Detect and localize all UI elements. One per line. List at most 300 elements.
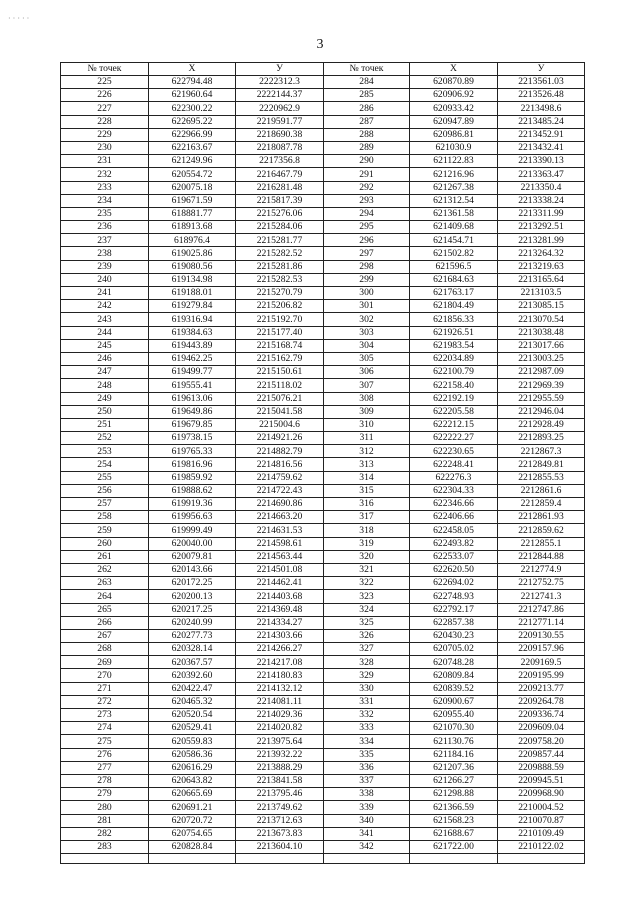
y-cell: 2214921.26 <box>236 432 324 445</box>
x-cell: 620520.54 <box>149 709 236 722</box>
table-row <box>61 273 585 286</box>
table-row <box>61 550 585 563</box>
x-cell: 621856.33 <box>410 313 498 326</box>
y-cell: 2210004.52 <box>498 801 585 814</box>
table-row <box>61 366 585 379</box>
point-number-cell: 226 <box>61 89 149 102</box>
point-number-cell: 335 <box>324 748 410 761</box>
point-number-cell: 321 <box>324 563 410 576</box>
table-row <box>61 141 585 154</box>
table-row <box>61 774 585 787</box>
x-cell: 620172.25 <box>149 577 236 590</box>
table-row <box>61 458 585 471</box>
y-cell: 2222312.3 <box>236 76 324 89</box>
point-number-cell: 295 <box>324 221 410 234</box>
point-number-cell: 292 <box>324 181 410 194</box>
x-cell: 620392.60 <box>149 669 236 682</box>
point-number-cell: 245 <box>61 339 149 352</box>
y-cell: 2212752.75 <box>498 577 585 590</box>
point-number-cell: 325 <box>324 616 410 629</box>
y-cell: 2214217.08 <box>236 656 324 669</box>
x-cell: 621122.83 <box>410 155 498 168</box>
point-number-cell: 282 <box>61 827 149 840</box>
y-cell: 2209130.55 <box>498 629 585 642</box>
y-cell: 2215270.79 <box>236 287 324 300</box>
x-cell: 618976.4 <box>149 234 236 247</box>
y-cell: 2214759.62 <box>236 471 324 484</box>
y-cell: 2210109.49 <box>498 827 585 840</box>
point-number-cell: 337 <box>324 774 410 787</box>
point-number-cell: 255 <box>61 471 149 484</box>
point-number-cell: 287 <box>324 115 410 128</box>
point-number-cell: 342 <box>324 840 410 853</box>
y-cell: 2213841.58 <box>236 774 324 787</box>
table-row <box>61 432 585 445</box>
empty-cell <box>149 854 236 864</box>
y-cell: 2220962.9 <box>236 102 324 115</box>
y-cell: 2212859.62 <box>498 524 585 537</box>
x-cell: 619134.98 <box>149 273 236 286</box>
x-cell: 620986.81 <box>410 128 498 141</box>
x-cell: 621184.16 <box>410 748 498 761</box>
x-cell: 620906.92 <box>410 89 498 102</box>
y-cell: 2214403.68 <box>236 590 324 603</box>
point-number-cell: 311 <box>324 432 410 445</box>
x-cell: 622222.27 <box>410 432 498 445</box>
y-cell: 2215282.52 <box>236 247 324 260</box>
header-point-number: № точек <box>61 63 149 76</box>
point-number-cell: 269 <box>61 656 149 669</box>
x-cell: 621216.96 <box>410 168 498 181</box>
table-row <box>61 89 585 102</box>
empty-cell <box>61 854 149 864</box>
scan-artifact: · · · · · <box>8 14 30 23</box>
y-cell: 2212859.4 <box>498 498 585 511</box>
point-number-cell: 267 <box>61 629 149 642</box>
point-number-cell: 289 <box>324 141 410 154</box>
point-number-cell: 251 <box>61 418 149 431</box>
y-cell: 2212747.86 <box>498 603 585 616</box>
x-cell: 621207.36 <box>410 761 498 774</box>
x-cell: 619316.94 <box>149 313 236 326</box>
y-cell: 2212861.93 <box>498 511 585 524</box>
x-cell: 619919.36 <box>149 498 236 511</box>
table-row <box>61 102 585 115</box>
x-cell: 621312.54 <box>410 194 498 207</box>
x-cell: 620040.00 <box>149 537 236 550</box>
table-row <box>61 194 585 207</box>
point-number-cell: 319 <box>324 537 410 550</box>
table-row <box>61 168 585 181</box>
point-number-cell: 260 <box>61 537 149 550</box>
table-row <box>61 695 585 708</box>
y-cell: 2213350.4 <box>498 181 585 194</box>
y-cell: 2209758.20 <box>498 735 585 748</box>
y-cell: 2210070.87 <box>498 814 585 827</box>
y-cell: 2212928.49 <box>498 418 585 431</box>
point-number-cell: 330 <box>324 682 410 695</box>
y-cell: 2213452.91 <box>498 128 585 141</box>
point-number-cell: 294 <box>324 207 410 220</box>
y-cell: 2214303.66 <box>236 629 324 642</box>
table-row <box>61 234 585 247</box>
point-number-cell: 272 <box>61 695 149 708</box>
x-cell: 622493.82 <box>410 537 498 550</box>
point-number-cell: 323 <box>324 590 410 603</box>
x-cell: 619816.96 <box>149 458 236 471</box>
x-cell: 620870.89 <box>410 76 498 89</box>
table-row <box>61 577 585 590</box>
table-row <box>61 709 585 722</box>
y-cell: 2213103.5 <box>498 287 585 300</box>
y-cell: 2213673.83 <box>236 827 324 840</box>
table-row <box>61 260 585 273</box>
x-cell: 621926.51 <box>410 326 498 339</box>
y-cell: 2214722.43 <box>236 484 324 497</box>
y-cell: 2215281.86 <box>236 260 324 273</box>
x-cell: 621070.30 <box>410 722 498 735</box>
point-number-cell: 333 <box>324 722 410 735</box>
point-number-cell: 315 <box>324 484 410 497</box>
header-point-number: № точек <box>324 63 410 76</box>
y-cell: 2212893.25 <box>498 432 585 445</box>
point-number-cell: 227 <box>61 102 149 115</box>
x-cell: 622034.89 <box>410 352 498 365</box>
y-cell: 2214631.53 <box>236 524 324 537</box>
y-cell: 2216467.79 <box>236 168 324 181</box>
y-cell: 2209264.78 <box>498 695 585 708</box>
x-cell: 620900.67 <box>410 695 498 708</box>
point-number-cell: 252 <box>61 432 149 445</box>
point-number-cell: 304 <box>324 339 410 352</box>
x-cell: 620748.28 <box>410 656 498 669</box>
point-number-cell: 286 <box>324 102 410 115</box>
x-cell: 621722.00 <box>410 840 498 853</box>
point-number-cell: 297 <box>324 247 410 260</box>
point-number-cell: 236 <box>61 221 149 234</box>
point-number-cell: 332 <box>324 709 410 722</box>
x-cell: 622792.17 <box>410 603 498 616</box>
y-cell: 2212861.6 <box>498 484 585 497</box>
y-cell: 2215168.74 <box>236 339 324 352</box>
y-cell: 2215150.61 <box>236 366 324 379</box>
point-number-cell: 339 <box>324 801 410 814</box>
y-cell: 2213975.64 <box>236 735 324 748</box>
table-row <box>61 339 585 352</box>
x-cell: 619443.89 <box>149 339 236 352</box>
y-cell: 2212969.39 <box>498 379 585 392</box>
table-row <box>61 590 585 603</box>
y-cell: 2212855.1 <box>498 537 585 550</box>
y-cell: 2213003.25 <box>498 352 585 365</box>
table-row <box>61 656 585 669</box>
point-number-cell: 257 <box>61 498 149 511</box>
x-cell: 622694.02 <box>410 577 498 590</box>
point-number-cell: 341 <box>324 827 410 840</box>
x-cell: 620616.29 <box>149 761 236 774</box>
y-cell: 2213498.6 <box>498 102 585 115</box>
point-number-cell: 288 <box>324 128 410 141</box>
point-number-cell: 316 <box>324 498 410 511</box>
point-number-cell: 242 <box>61 300 149 313</box>
x-cell: 620754.65 <box>149 827 236 840</box>
x-cell: 621030.9 <box>410 141 498 154</box>
x-cell: 619025.86 <box>149 247 236 260</box>
point-number-cell: 308 <box>324 392 410 405</box>
table-row <box>61 181 585 194</box>
x-cell: 619384.63 <box>149 326 236 339</box>
point-number-cell: 229 <box>61 128 149 141</box>
y-cell: 2212849.81 <box>498 458 585 471</box>
point-number-cell: 230 <box>61 141 149 154</box>
x-cell: 621684.63 <box>410 273 498 286</box>
point-number-cell: 274 <box>61 722 149 735</box>
point-number-cell: 265 <box>61 603 149 616</box>
table-row <box>61 392 585 405</box>
y-cell: 2214180.83 <box>236 669 324 682</box>
y-cell: 2209609.04 <box>498 722 585 735</box>
point-number-cell: 234 <box>61 194 149 207</box>
y-cell: 2218690.38 <box>236 128 324 141</box>
x-cell: 619765.33 <box>149 445 236 458</box>
y-cell: 2213338.24 <box>498 194 585 207</box>
x-cell: 619555.41 <box>149 379 236 392</box>
y-cell: 2209945.51 <box>498 774 585 787</box>
point-number-cell: 317 <box>324 511 410 524</box>
point-number-cell: 240 <box>61 273 149 286</box>
point-number-cell: 322 <box>324 577 410 590</box>
y-cell: 2212987.09 <box>498 366 585 379</box>
y-cell: 2213888.29 <box>236 761 324 774</box>
x-cell: 622406.66 <box>410 511 498 524</box>
point-number-cell: 338 <box>324 788 410 801</box>
y-cell: 2214663.20 <box>236 511 324 524</box>
y-cell: 2214501.08 <box>236 563 324 576</box>
point-number-cell: 277 <box>61 761 149 774</box>
y-cell: 2218087.78 <box>236 141 324 154</box>
point-number-cell: 285 <box>324 89 410 102</box>
x-cell: 620809.84 <box>410 669 498 682</box>
table-row <box>61 840 585 853</box>
header-x: X <box>149 63 236 76</box>
x-cell: 622458.05 <box>410 524 498 537</box>
table-row <box>61 313 585 326</box>
coordinates-table <box>60 62 585 864</box>
empty-cell <box>236 854 324 864</box>
x-cell: 620586.36 <box>149 748 236 761</box>
point-number-cell: 254 <box>61 458 149 471</box>
y-cell: 2212867.3 <box>498 445 585 458</box>
table-empty-row <box>61 854 585 864</box>
y-cell: 2214690.86 <box>236 498 324 511</box>
x-cell: 620200.13 <box>149 590 236 603</box>
x-cell: 620691.21 <box>149 801 236 814</box>
empty-cell <box>324 854 410 864</box>
x-cell: 619279.84 <box>149 300 236 313</box>
table-row <box>61 484 585 497</box>
x-cell: 622857.38 <box>410 616 498 629</box>
point-number-cell: 250 <box>61 405 149 418</box>
table-row <box>61 827 585 840</box>
y-cell: 2215076.21 <box>236 392 324 405</box>
y-cell: 2213712.63 <box>236 814 324 827</box>
page-number: 3 <box>316 37 324 52</box>
x-cell: 621249.96 <box>149 155 236 168</box>
table-row <box>61 287 585 300</box>
x-cell: 621266.27 <box>410 774 498 787</box>
x-cell: 619649.86 <box>149 405 236 418</box>
point-number-cell: 238 <box>61 247 149 260</box>
x-cell: 621568.23 <box>410 814 498 827</box>
x-cell: 620422.47 <box>149 682 236 695</box>
y-cell: 2213017.66 <box>498 339 585 352</box>
y-cell: 2212855.53 <box>498 471 585 484</box>
table-row <box>61 128 585 141</box>
y-cell: 2214369.48 <box>236 603 324 616</box>
point-number-cell: 256 <box>61 484 149 497</box>
y-cell: 2212955.59 <box>498 392 585 405</box>
y-cell: 2215192.70 <box>236 313 324 326</box>
x-cell: 619956.63 <box>149 511 236 524</box>
y-cell: 2209213.77 <box>498 682 585 695</box>
y-cell: 2214266.27 <box>236 643 324 656</box>
y-cell: 2214081.11 <box>236 695 324 708</box>
x-cell: 619499.77 <box>149 366 236 379</box>
x-cell: 620367.57 <box>149 656 236 669</box>
x-cell: 621130.76 <box>410 735 498 748</box>
point-number-cell: 334 <box>324 735 410 748</box>
table-row <box>61 247 585 260</box>
y-cell: 2212771.14 <box>498 616 585 629</box>
point-number-cell: 309 <box>324 405 410 418</box>
y-cell: 2215206.82 <box>236 300 324 313</box>
y-cell: 2217356.8 <box>236 155 324 168</box>
point-number-cell: 248 <box>61 379 149 392</box>
x-cell: 619080.56 <box>149 260 236 273</box>
x-cell: 620839.52 <box>410 682 498 695</box>
point-number-cell: 273 <box>61 709 149 722</box>
point-number-cell: 324 <box>324 603 410 616</box>
x-cell: 622276.3 <box>410 471 498 484</box>
point-number-cell: 303 <box>324 326 410 339</box>
table-row <box>61 616 585 629</box>
table-row <box>61 643 585 656</box>
table-row <box>61 761 585 774</box>
y-cell: 2214132.12 <box>236 682 324 695</box>
table-row <box>61 524 585 537</box>
point-number-cell: 241 <box>61 287 149 300</box>
y-cell: 2215177.40 <box>236 326 324 339</box>
x-cell: 620240.99 <box>149 616 236 629</box>
table-row <box>61 405 585 418</box>
table-header-row <box>61 63 585 76</box>
point-number-cell: 262 <box>61 563 149 576</box>
table-row <box>61 498 585 511</box>
x-cell: 621454.71 <box>410 234 498 247</box>
x-cell: 622346.66 <box>410 498 498 511</box>
y-cell: 2215118.02 <box>236 379 324 392</box>
y-cell: 2213432.41 <box>498 141 585 154</box>
table-row <box>61 603 585 616</box>
table-row <box>61 814 585 827</box>
point-number-cell: 313 <box>324 458 410 471</box>
x-cell: 622212.15 <box>410 418 498 431</box>
point-number-cell: 232 <box>61 168 149 181</box>
y-cell: 2213165.64 <box>498 273 585 286</box>
point-number-cell: 270 <box>61 669 149 682</box>
table-row <box>61 735 585 748</box>
table-row <box>61 801 585 814</box>
x-cell: 620143.66 <box>149 563 236 576</box>
x-cell: 620075.18 <box>149 181 236 194</box>
y-cell: 2210122.02 <box>498 840 585 853</box>
x-cell: 621366.59 <box>410 801 498 814</box>
point-number-cell: 239 <box>61 260 149 273</box>
point-number-cell: 320 <box>324 550 410 563</box>
x-cell: 622300.22 <box>149 102 236 115</box>
y-cell: 2214020.82 <box>236 722 324 735</box>
y-cell: 2215041.58 <box>236 405 324 418</box>
point-number-cell: 244 <box>61 326 149 339</box>
x-cell: 620705.02 <box>410 643 498 656</box>
point-number-cell: 331 <box>324 695 410 708</box>
x-cell: 620643.82 <box>149 774 236 787</box>
x-cell: 622304.33 <box>410 484 498 497</box>
x-cell: 622192.19 <box>410 392 498 405</box>
x-cell: 621298.88 <box>410 788 498 801</box>
point-number-cell: 293 <box>324 194 410 207</box>
point-number-cell: 266 <box>61 616 149 629</box>
point-number-cell: 278 <box>61 774 149 787</box>
point-number-cell: 290 <box>324 155 410 168</box>
x-cell: 619671.59 <box>149 194 236 207</box>
y-cell: 2215282.53 <box>236 273 324 286</box>
x-cell: 622248.41 <box>410 458 498 471</box>
point-number-cell: 249 <box>61 392 149 405</box>
x-cell: 620529.41 <box>149 722 236 735</box>
point-number-cell: 299 <box>324 273 410 286</box>
y-cell: 2216281.48 <box>236 181 324 194</box>
x-cell: 619679.85 <box>149 418 236 431</box>
y-cell: 2213281.99 <box>498 234 585 247</box>
x-cell: 621983.54 <box>410 339 498 352</box>
table-row <box>61 748 585 761</box>
point-number-cell: 276 <box>61 748 149 761</box>
point-number-cell: 327 <box>324 643 410 656</box>
point-number-cell: 235 <box>61 207 149 220</box>
y-cell: 2212774.9 <box>498 563 585 576</box>
point-number-cell: 281 <box>61 814 149 827</box>
x-cell: 620430.23 <box>410 629 498 642</box>
table-row <box>61 207 585 220</box>
y-cell: 2215162.79 <box>236 352 324 365</box>
x-cell: 620217.25 <box>149 603 236 616</box>
table-row <box>61 326 585 339</box>
y-cell: 2215284.06 <box>236 221 324 234</box>
x-cell: 621267.38 <box>410 181 498 194</box>
point-number-cell: 340 <box>324 814 410 827</box>
point-number-cell: 261 <box>61 550 149 563</box>
table-row <box>61 788 585 801</box>
y-cell: 2209169.5 <box>498 656 585 669</box>
table-row <box>61 221 585 234</box>
table-row <box>61 445 585 458</box>
y-cell: 2215276.06 <box>236 207 324 220</box>
point-number-cell: 296 <box>324 234 410 247</box>
point-number-cell: 306 <box>324 366 410 379</box>
y-cell: 2214029.36 <box>236 709 324 722</box>
x-cell: 622794.48 <box>149 76 236 89</box>
